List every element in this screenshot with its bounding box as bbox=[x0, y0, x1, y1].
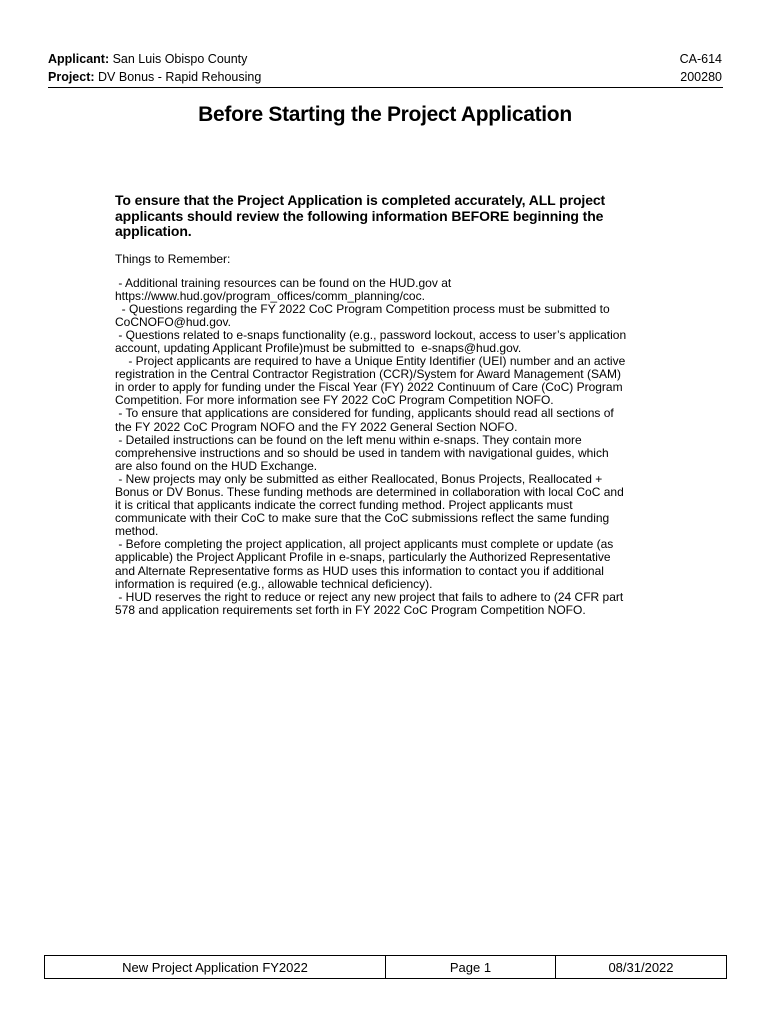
applicant-value: San Luis Obispo County bbox=[112, 52, 248, 66]
instruction-line: - Before completing the project application, all project applicants must complete or update (as bbox=[115, 537, 614, 552]
page-footer bbox=[44, 955, 727, 979]
instruction-line: - Detailed instructions can be found on the left menu within e-snaps. They contain more bbox=[115, 432, 582, 447]
instruction-line: - HUD reserves the right to reduce or reject any new project that fails to adhere to (24 CFR part bbox=[115, 589, 624, 604]
instruction-line: account, updating Applicant Profile)must be submitted to e-snaps@hud.gov. bbox=[115, 340, 522, 355]
instruction-line: information is required (e.g., allowable technical deficiency). bbox=[115, 576, 433, 591]
applicant-line bbox=[48, 50, 261, 68]
instruction-line: it is critical that applicants indicate the correct funding method. Project applicants must bbox=[115, 498, 573, 513]
project-value: DV Bonus - Rapid Rehousing bbox=[98, 70, 262, 84]
header-right bbox=[680, 50, 722, 86]
instruction-line: are also found on the HUD Exchange. bbox=[115, 458, 318, 473]
instruction-line: comprehensive instructions and so should be used in tandem with navigational guides, which bbox=[115, 445, 609, 460]
things-to-remember-heading: Things to Remember: bbox=[115, 251, 231, 266]
instruction-line: - New projects may only be submitted as either Reallocated, Bonus Projects, Reallocated + bbox=[115, 471, 603, 486]
main-content bbox=[115, 193, 660, 617]
project-label: Project: bbox=[48, 70, 95, 84]
instruction-line: - Additional training resources can be found on the HUD.gov at bbox=[115, 275, 452, 290]
instruction-line: method. bbox=[115, 524, 159, 539]
applicant-label: Applicant: bbox=[48, 52, 110, 66]
page-title: Before Starting the Project Application bbox=[198, 103, 572, 126]
project-number: 200280 bbox=[680, 70, 722, 84]
instruction-line: CoCNOFO@hud.gov. bbox=[115, 314, 231, 329]
instruction-line: applicable) the Project Applicant Profile in e-snaps, particularly the Authorized Representative bbox=[115, 550, 611, 565]
intro-paragraph: To ensure that the Project Application is completed accurately, ALL project applicants should review the following information BEFORE beginning the application. bbox=[115, 192, 606, 239]
project-line bbox=[48, 68, 261, 86]
footer-page-number: Page 1 bbox=[386, 956, 556, 978]
instruction-line: communicate with their CoC to make sure that the CoC submissions reflect the same funding bbox=[115, 511, 610, 526]
instruction-line: and Alternate Representative forms as HUD uses this information to contact you if additional bbox=[115, 563, 604, 578]
footer-form-name: New Project Application FY2022 bbox=[45, 956, 386, 978]
instruction-line: the FY 2022 CoC Program NOFO and the FY 2022 General Section NOFO. bbox=[115, 419, 518, 434]
instructions-text bbox=[115, 277, 660, 617]
page-header bbox=[48, 50, 723, 88]
instruction-line: in order to apply for funding under the Fiscal Year (FY) 2022 Continuum of Care (CoC) Program bbox=[115, 380, 623, 395]
coc-code: CA-614 bbox=[679, 52, 722, 66]
footer-date: 08/31/2022 bbox=[608, 959, 674, 975]
header-left bbox=[48, 50, 261, 86]
instruction-line: - Questions regarding the FY 2022 CoC Program Competition process must be submitted to bbox=[115, 301, 610, 316]
instruction-line: - To ensure that applications are considered for funding, applicants should read all sections of bbox=[115, 406, 614, 421]
instruction-line: Bonus or DV Bonus. These funding methods are determined in collaboration with local CoC and bbox=[115, 485, 624, 499]
instruction-line: Competition. For more information see FY 2022 CoC Program Competition NOFO. bbox=[115, 393, 554, 408]
instruction-line: 578 and application requirements set forth in FY 2022 CoC Program Competition NOFO. bbox=[115, 602, 586, 617]
instruction-line: - Questions related to e-snaps functionality (e.g., password lockout, access to user’s application bbox=[115, 327, 627, 342]
instruction-line: - Project applicants are required to have a Unique Entity Identifier (UEI) number and an active bbox=[115, 354, 626, 369]
instruction-line: registration in the Central Contractor Registration (CCR)/System for Award Management (SAM) bbox=[115, 367, 621, 382]
instruction-line: https://www.hud.gov/program_offices/comm_planning/coc. bbox=[115, 288, 425, 303]
